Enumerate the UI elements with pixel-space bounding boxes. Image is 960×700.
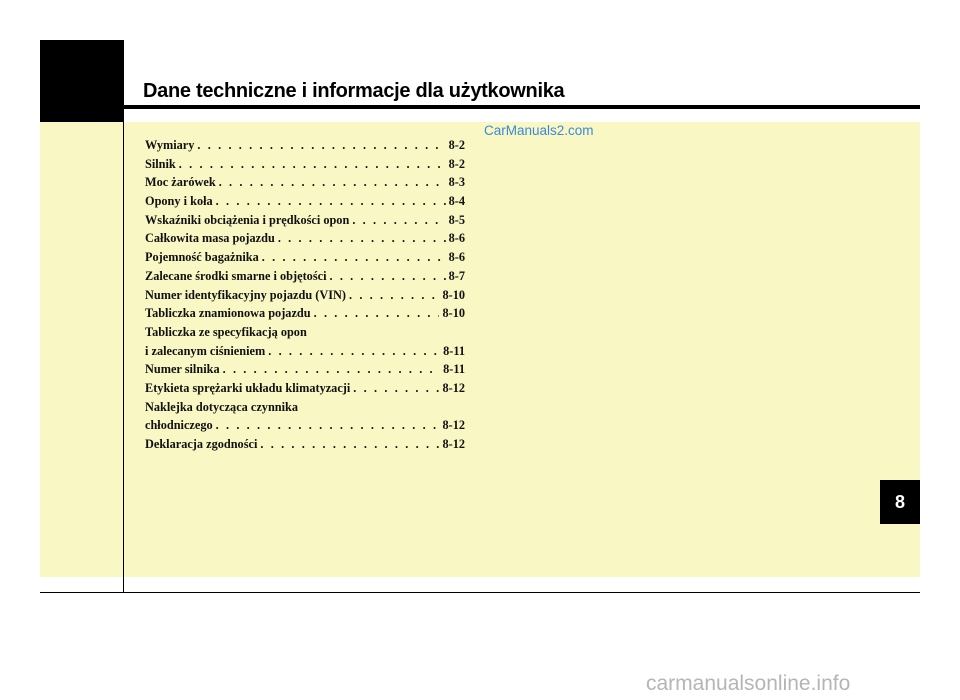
bottom-rule [40, 592, 920, 593]
toc-row [145, 342, 465, 361]
toc-row [145, 267, 465, 286]
toc-item[interactable] [145, 360, 465, 379]
toc-item-label: Zalecane środki smarne i objętości [145, 268, 327, 283]
toc-item[interactable] [145, 229, 465, 248]
toc-row [145, 379, 465, 398]
toc-item-page: 8-4 [448, 194, 465, 209]
toc-leader-dots [349, 211, 445, 230]
toc-leader-dots [216, 173, 446, 192]
toc-item-label: Numer identyfikacyjny pojazdu (VIN) [145, 287, 346, 302]
watermark-bottom: carmanualsonline.info [646, 672, 851, 695]
toc-item-label: Silnik [145, 156, 176, 171]
toc-leader-dots [213, 416, 440, 435]
toc-leader-dots [350, 379, 439, 398]
chapter-tab[interactable]: 8 [880, 480, 920, 524]
margin-line [123, 40, 124, 593]
toc-leader-dots [275, 229, 446, 248]
toc-item[interactable] [145, 155, 465, 174]
toc-item-page: 8-6 [448, 250, 465, 265]
toc-item-page: 8-2 [448, 138, 465, 152]
toc-row [145, 173, 465, 192]
toc-item-label: Moc żarówek [145, 175, 216, 190]
toc-item[interactable] [145, 173, 465, 192]
toc-row [145, 155, 465, 174]
toc-leader-dots [326, 267, 445, 286]
toc-leader-dots [176, 155, 446, 174]
toc-leader-dots [311, 304, 440, 323]
toc-row [145, 416, 465, 435]
toc-item-page: 8-12 [442, 418, 465, 433]
toc-item[interactable] [145, 323, 465, 360]
toc-item-page: 8-2 [448, 156, 465, 171]
toc-item-page: 8-6 [448, 231, 465, 246]
toc-item-label: Numer silnika [145, 362, 220, 377]
toc-leader-dots [194, 136, 445, 155]
toc-row [145, 211, 465, 230]
toc-item-page: 8-5 [448, 212, 465, 227]
toc-item-label: Wymiary [145, 138, 195, 152]
page-title: Dane techniczne i informacje dla użytkownika [143, 80, 565, 102]
toc-row [145, 192, 465, 211]
toc-item-page: 8-10 [442, 306, 465, 321]
toc-item-label: Deklaracja zgodności [145, 437, 258, 452]
toc-item-label: Etykieta sprężarki układu klimatyzacji [145, 380, 351, 395]
table-of-contents [145, 136, 465, 454]
toc-item-label: Całkowita masa pojazdu [145, 231, 275, 246]
watermark-top: CarManuals2.com [484, 123, 594, 138]
toc-item-label: i zalecanym ciśnieniem [145, 343, 266, 358]
toc-row [145, 286, 465, 305]
toc-item-label: Wskaźniki obciążenia i prędkości opon [145, 212, 350, 227]
toc-leader-dots [265, 342, 440, 361]
toc-row [145, 304, 465, 323]
title-underline [124, 105, 920, 109]
toc-item[interactable] [145, 211, 465, 230]
toc-item-page: 8-12 [442, 437, 465, 452]
toc-row [145, 360, 465, 379]
corner-block [40, 40, 124, 122]
toc-item-page: 8-11 [443, 343, 465, 358]
toc-item-label: chłodniczego [145, 418, 213, 433]
toc-item[interactable] [145, 398, 465, 435]
toc-item-label: Pojemność bagażnika [145, 250, 259, 265]
toc-item[interactable] [145, 304, 465, 323]
toc-item-page: 8-11 [443, 362, 465, 377]
toc-item-label: Opony i koła [145, 194, 213, 209]
toc-item[interactable] [145, 192, 465, 211]
toc-row [145, 229, 465, 248]
toc-leader-dots [346, 286, 439, 305]
toc-leader-dots [213, 192, 446, 211]
toc-item[interactable] [145, 379, 465, 398]
toc-item-page: 8-7 [448, 268, 465, 283]
toc-item[interactable] [145, 136, 465, 155]
toc-row [145, 136, 465, 155]
toc-item[interactable] [145, 286, 465, 305]
toc-item-page: 8-12 [442, 380, 465, 395]
toc-row [145, 248, 465, 267]
toc-item[interactable] [145, 248, 465, 267]
toc-leader-dots [257, 435, 439, 454]
toc-leader-dots [259, 248, 446, 267]
toc-leader-dots [220, 360, 441, 379]
toc-item-lead: Naklejka dotycząca czynnika [145, 399, 299, 414]
toc-row [145, 435, 465, 454]
toc-item[interactable] [145, 435, 465, 454]
toc-item-label: Tabliczka znamionowa pojazdu [145, 306, 311, 321]
toc-item-page: 8-3 [448, 175, 465, 190]
toc-item-lead: Tabliczka ze specyfikacją opon [145, 324, 307, 339]
toc-item-page: 8-10 [442, 287, 465, 302]
toc-item[interactable] [145, 267, 465, 286]
